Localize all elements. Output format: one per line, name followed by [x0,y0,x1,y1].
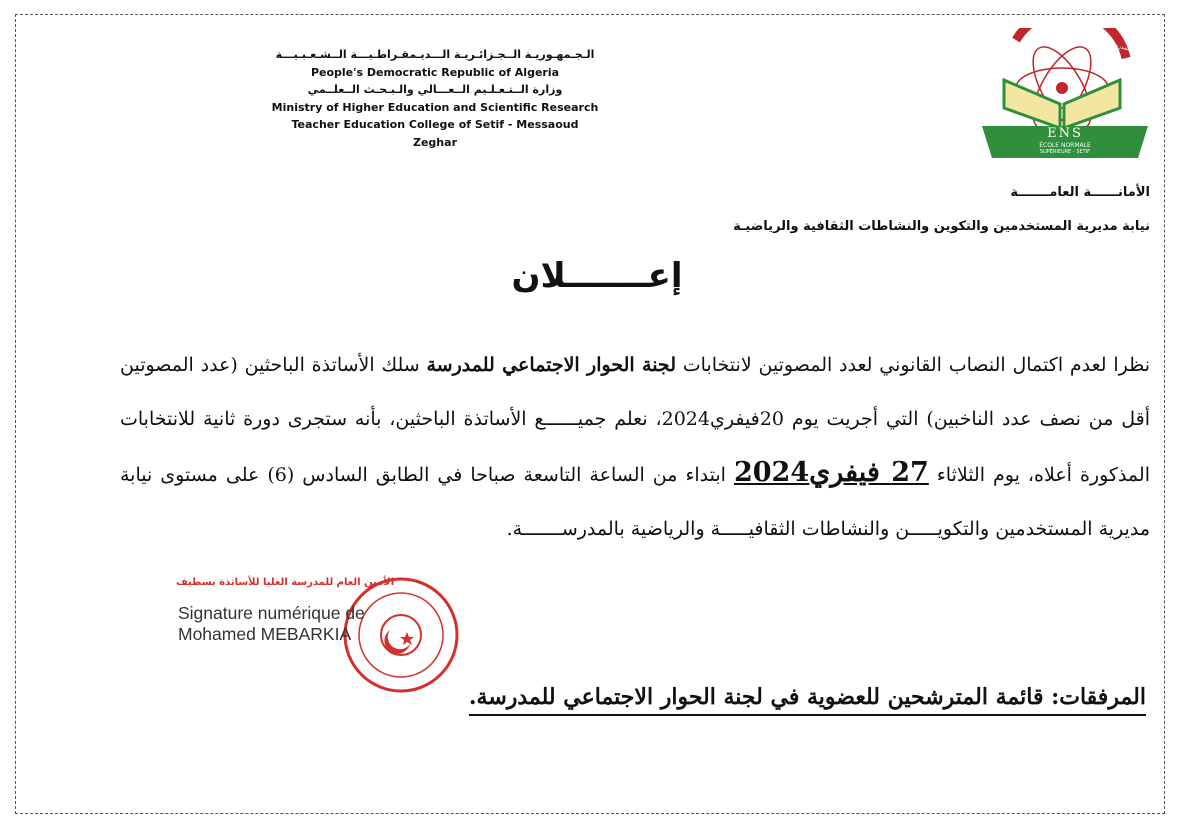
republic-english: People's Democratic Republic of Algeria [310,65,560,79]
signature-line-2: Mohamed MEBARKIA [178,624,352,644]
administration-block [733,176,1150,244]
ministry-english: Ministry of Higher Education and Scientific Research [271,100,599,114]
ens-banner-label: ENS [1047,126,1083,141]
deputy-directorate: نيابة مديرية المستخدمين والتكوين والنشاطات الثقافية والرياضيـة [733,219,1150,234]
ens-subtitle-1: ÉCOLE NORMALE [1039,142,1091,149]
signatory-title: الأمين العام للمدرسة العليا للأساتذة بسطيف [176,577,395,588]
republic-arabic: الـجـمهـوريـة الــجـزائـريـة الـــديـمقـراطـيـــة الــشـعـبـيـــة [275,48,595,61]
institution-header [270,46,600,152]
committee-name: لجنة الحوار الاجتماعي للمدرسة [426,354,676,376]
body-part-3: ابتداء من الساعة التاسعة صباحا في الطابق السادس (6) على مستوى نيابة مديرية المستخدمين والتكويـــــن والنشاطات الثقافيـــــة والرياضية بالمدرســـــــة. [120,464,1150,540]
general-secretariat: الأمانــــــة العامـــــــة [1010,185,1150,200]
ens-ring-text: المدرسة العليا للأساتذة بسطيف - مسعود زغار [1018,18,1132,53]
announcement-body [120,338,1150,556]
signature-line-1: Signature numérique de [178,603,365,623]
announcement-title: إعـــــــلان [511,256,683,296]
college-english: Teacher Education College of Setif - Messaoud Zeghar [291,118,579,149]
digital-signature [178,603,365,645]
ministry-arabic: وزارة الــتـعـلـيم الــعـــالي والـبـحـث الــعلــمي [307,83,563,97]
body-part-2: سلك الأساتذة الباحثين (عدد المصوتين أقل من نصف عدد الناخبين) التي أجريت يوم 20فيفري2024، نعلم جميــــــع الأساتذة الباحثين، بأنه ستجرى دورة ثانية للانتخابات المذكورة أعلاه، يوم الثلاثاء [120,354,1150,486]
body-part-1: نظرا لعدم اكتمال النصاب القانوني لعدد المصوتين لانتخابات [676,354,1150,376]
ens-subtitle-2: SUPÉRIEURE - SETIF [1039,149,1091,155]
election-date: 27 فيفري2024 [733,457,929,488]
attachments-line: المرفقات: قائمة المترشحين للعضوية في لجنة الحوار الاجتماعي للمدرسة. [469,684,1146,716]
